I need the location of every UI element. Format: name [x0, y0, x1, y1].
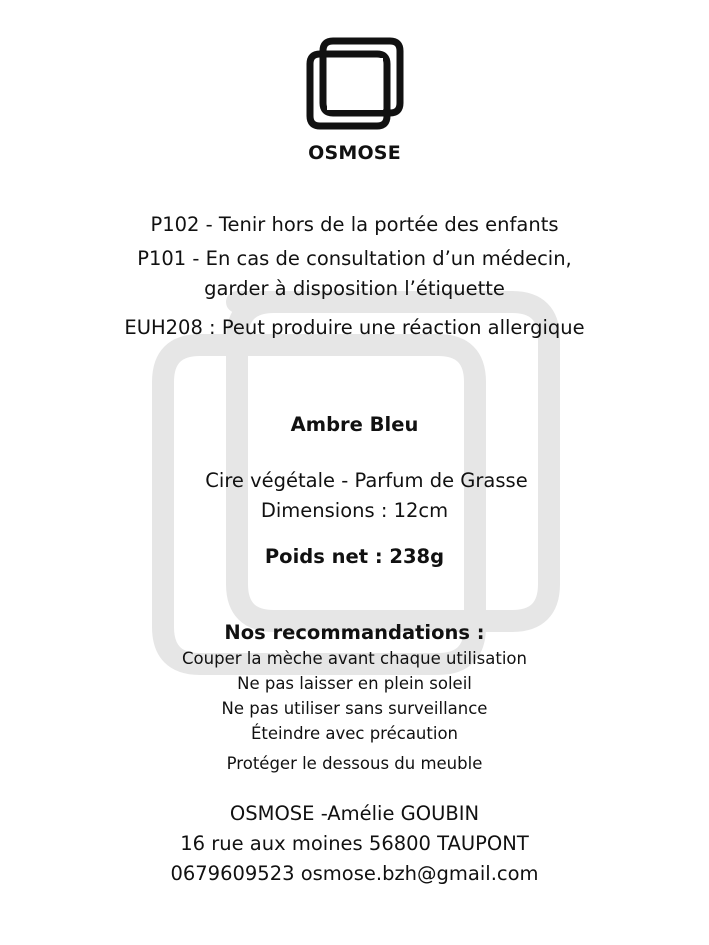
recommendation-item: Ne pas laisser en plein soleil: [237, 674, 472, 693]
contact-phone-email: 0679609523 osmose.bzh@gmail.com: [170, 862, 539, 885]
osmose-logo-icon: [305, 36, 405, 134]
brand-name: OSMOSE: [308, 142, 401, 164]
recommendation-item: Ne pas utiliser sans surveillance: [221, 699, 488, 718]
recommendations-title: Nos recommandations :: [224, 621, 485, 644]
product-net-weight: Poids net : 238g: [264, 545, 445, 568]
recommendation-item: Couper la mèche avant chaque utilisation: [182, 649, 527, 668]
product-name: Ambre Bleu: [290, 413, 419, 436]
warning-p101-continued: garder à disposition l’étiquette: [204, 277, 505, 300]
product-composition: Cire végétale - Parfum de Grasse: [205, 469, 528, 492]
warning-euh208: EUH208 : Peut produire une réaction allergique: [124, 316, 585, 339]
product-dimensions: Dimensions : 12cm: [260, 499, 449, 522]
recommendation-item: Éteindre avec précaution: [250, 724, 458, 743]
contact-address: 16 rue aux moines 56800 TAUPONT: [180, 832, 529, 855]
warning-p101: P101 - En cas de consultation d’un médecin,: [137, 247, 572, 270]
recommendation-item: Protéger le dessous du meuble: [226, 754, 483, 773]
contact-name: OSMOSE -Amélie GOUBIN: [229, 802, 480, 825]
warning-p102: P102 - Tenir hors de la portée des enfants: [150, 213, 559, 236]
